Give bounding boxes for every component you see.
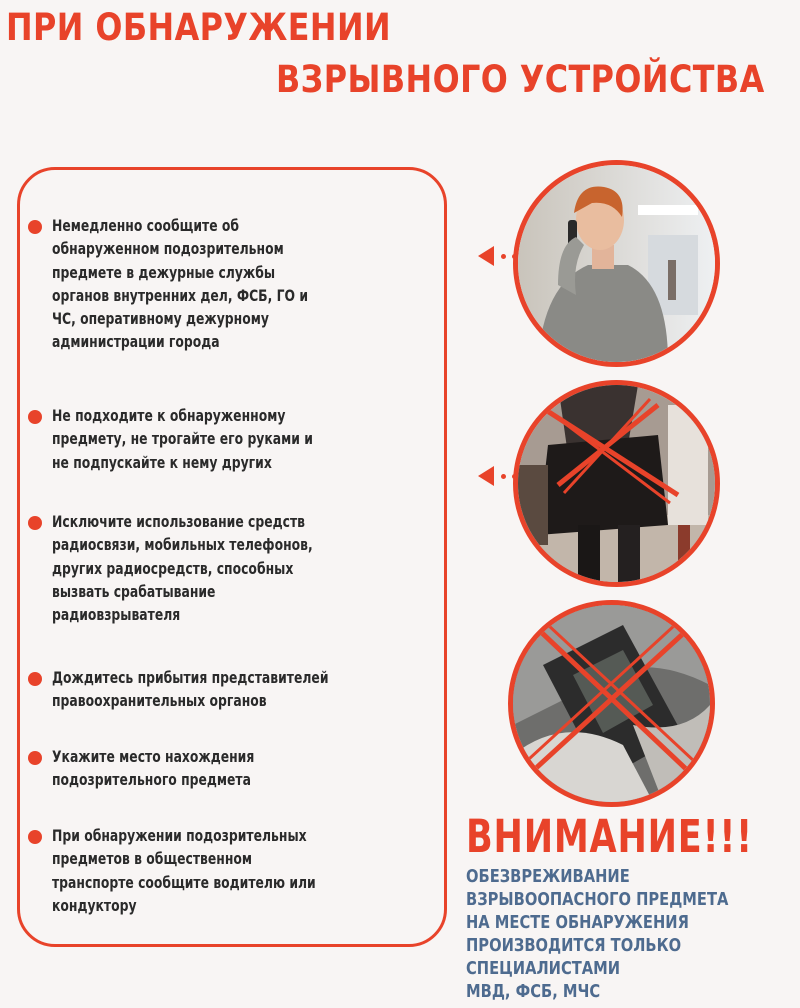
bullet-icon: [28, 751, 42, 765]
instruction-text: Не подходите к обнаруженному предмету, не трогайте его руками и не подпускайте к нему других: [52, 406, 313, 472]
person-calling-on-phone-photo: [513, 160, 720, 367]
person-approaching-object-photo: [513, 380, 720, 587]
bullet-icon: [28, 220, 42, 234]
instruction-text: При обнаружении подозрительных предметов в общественном транспорте сообщите водителю или кондуктору: [52, 826, 316, 915]
bullet-icon: [28, 830, 42, 844]
bullet-icon: [28, 516, 42, 530]
instruction-text: Немедленно сообщите об обнаруженном подозрительном предмете в дежурные службы органов внутренних дел, ФСБ, ГО и ЧС, оперативному дежурному администрации города: [52, 216, 309, 352]
bullet-icon: [28, 410, 42, 424]
bullet-icon: [28, 672, 42, 686]
attention-note: ОБЕЗВРЕЖИВАНИЕ ВЗРЫВООПАСНОГО ПРЕДМЕТА НА МЕСТЕ ОБНАРУЖЕНИЯ ПРОИЗВОДИТСЯ ТОЛЬКО СПЕЦИАЛИСТАМИ МВД, ФСБ, МЧС: [466, 867, 729, 1002]
instruction-text: Дождитесь прибытия представителей правоохранительных органов: [52, 668, 329, 711]
instruction-text: Укажите место нахождения подозрительного предмета: [52, 747, 255, 790]
page-title-line-1: ПРИ ОБНАРУЖЕНИИ: [6, 6, 392, 49]
page-title-line-2: ВЗРЫВНОГО УСТРОЙСТВА: [276, 58, 765, 101]
attention-heading: ВНИМАНИЕ!!!: [466, 810, 753, 863]
instruction-text: Исключите использование средств радиосвязи, мобильных телефонов, других радиосредств, способных вызвать срабатывание радиовзрывателя: [52, 512, 313, 625]
mobile-phone-in-hand-photo: [508, 600, 715, 807]
